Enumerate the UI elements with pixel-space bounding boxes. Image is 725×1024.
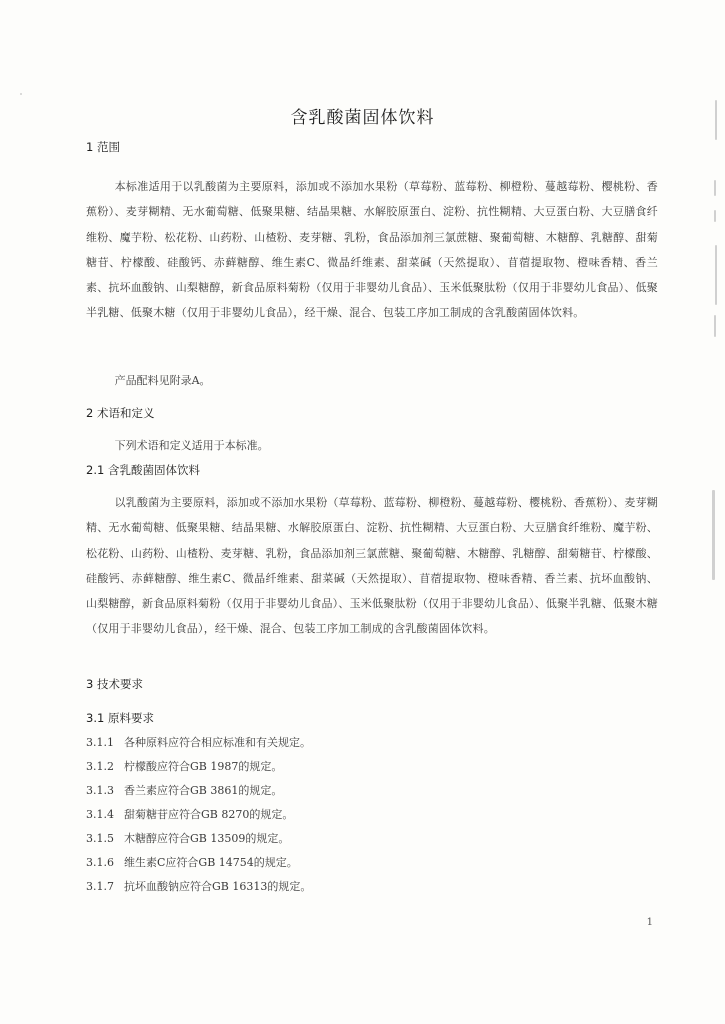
requirement-number: 3.1.5	[86, 832, 114, 845]
requirement-text: 甜菊糖苷应符合GB 8270的规定。	[124, 808, 294, 821]
section-heading-technical-requirements: 3 技术要求	[86, 677, 143, 691]
requirement-number: 3.1.6	[86, 856, 114, 869]
requirement-number: 3.1.4	[86, 808, 114, 821]
requirement-number: 3.1.7	[86, 880, 114, 893]
requirement-number: 3.1.1	[86, 736, 114, 749]
requirement-item	[86, 782, 282, 798]
section-heading-scope: 1 范围	[86, 140, 120, 154]
requirement-item	[86, 878, 311, 894]
scan-artifact	[714, 210, 716, 222]
document-title: 含乳酸菌固体饮料	[290, 108, 435, 128]
requirement-item	[86, 758, 282, 774]
requirement-item	[86, 854, 298, 870]
requirement-text: 维生素C应符合GB 14754的规定。	[124, 856, 298, 869]
requirement-item	[86, 806, 293, 822]
requirement-text: 各种原料应符合相应标准和有关规定。	[124, 736, 311, 749]
scan-artifact	[715, 245, 717, 305]
scan-artifact	[712, 490, 715, 580]
requirement-number: 3.1.3	[86, 784, 114, 797]
requirement-text: 柠檬酸应符合GB 1987的规定。	[124, 760, 283, 773]
requirement-text: 抗坏血酸钠应符合GB 16313的规定。	[124, 880, 312, 893]
section-heading-terms: 2 术语和定义	[86, 406, 155, 420]
requirement-item	[86, 734, 311, 750]
page-number: 1	[646, 917, 653, 928]
requirement-number: 3.1.2	[86, 760, 114, 773]
requirement-item	[86, 830, 289, 846]
definition-paragraph: 以乳酸菌为主要原料，添加或不添加水果粉（草莓粉、蓝莓粉、柳橙粉、蔓越莓粉、樱桃粉、香蕉粉）、麦芽糊精、无水葡萄糖、低聚果糖、结晶果糖、水解胶原蛋白、淀粉、抗性糊精、大豆蛋白粉、大豆膳食纤维粉、魔芋粉、松花粉、山药粉、山楂粉、麦芽糖、乳粉，食品添加剂三氯蔗糖、聚葡萄糖、木糖醇、乳糖醇、甜菊糖苷、柠檬酸、硅酸钙、赤藓糖醇、维生素C、微晶纤维素、甜菜碱（天然提取）、苜蓿提取物、橙味香精、香兰素、抗坏血酸钠、山梨糖醇，新食品原料菊粉（仅用于非婴幼儿食品）、玉米低聚肽粉（仅用于非婴幼儿食品）、低聚半乳糖、低聚木糖（仅用于非婴幼儿食品），经干燥、混合、包装工序加工制成的含乳酸菌固体饮料。	[86, 496, 658, 636]
terms-intro: 下列术语和定义适用于本标准。	[114, 439, 269, 452]
requirement-text: 香兰素应符合GB 3861的规定。	[124, 784, 283, 797]
section-heading-raw-material: 3.1 原料要求	[86, 711, 154, 725]
scope-note: 产品配料见附录A。	[114, 374, 211, 387]
scope-paragraph: 本标准适用于以乳酸菌为主要原料，添加或不添加水果粉（草莓粉、蓝莓粉、柳橙粉、蔓越莓粉、樱桃粉、香蕉粉）、麦芽糊精、无水葡萄糖、低聚果糖、结晶果糖、水解胶原蛋白、淀粉、抗性糊精、大豆蛋白粉、大豆膳食纤维粉、魔芋粉、松花粉、山药粉、山楂粉、麦芽糖、乳粉，食品添加剂三氯蔗糖、聚葡萄糖、木糖醇、乳糖醇、甜菊糖苷、柠檬酸、硅酸钙、赤藓糖醇、维生素C、微晶纤维素、甜菜碱（天然提取）、苜蓿提取物、橙味香精、香兰素、抗坏血酸钠、山梨糖醇，新食品原料菊粉（仅用于非婴幼儿食品）、玉米低聚肽粉（仅用于非婴幼儿食品）、低聚半乳糖、低聚木糖（仅用于非婴幼儿食品），经干燥、混合、包装工序加工制成的含乳酸菌固体饮料。	[86, 180, 658, 320]
scan-artifact	[714, 180, 716, 196]
scan-artifact	[714, 315, 716, 337]
scan-artifact	[715, 100, 717, 140]
scan-artifact	[20, 93, 22, 95]
section-heading-definition: 2.1 含乳酸菌固体饮料	[86, 463, 200, 477]
requirement-text: 木糖醇应符合GB 13509的规定。	[124, 832, 290, 845]
